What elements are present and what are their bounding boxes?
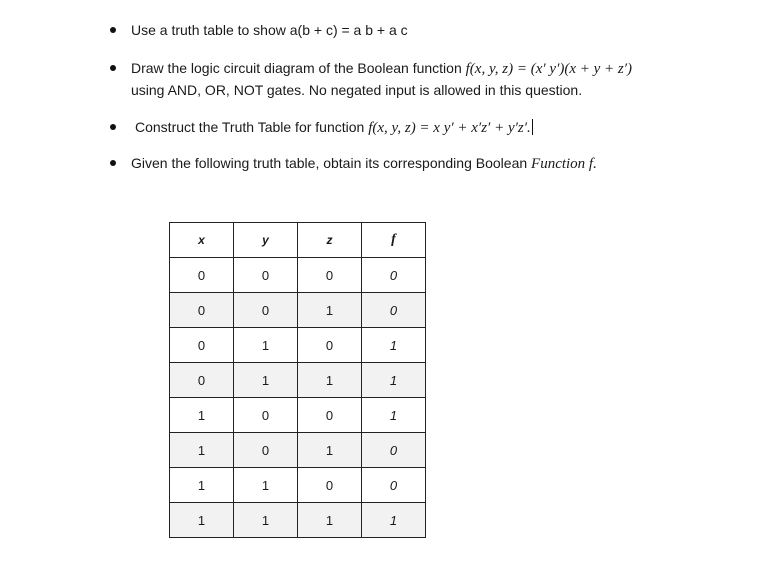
question-3-function: f(x, y, z) = x y′ + x′z′ + y′z′. xyxy=(368,120,531,136)
cell-y: 0 xyxy=(234,258,298,293)
table-row xyxy=(170,398,426,433)
table-row xyxy=(170,363,426,398)
question-4 xyxy=(131,152,597,175)
cell-f: 1 xyxy=(362,503,426,538)
header-z: z xyxy=(298,223,362,258)
cell-z: 0 xyxy=(298,468,362,503)
cell-y: 1 xyxy=(234,503,298,538)
header-y: y xyxy=(234,223,298,258)
cell-x: 1 xyxy=(170,398,234,433)
table-row xyxy=(170,433,426,468)
table-row xyxy=(170,468,426,503)
bullet-dot xyxy=(110,65,116,71)
cell-y: 0 xyxy=(234,293,298,328)
cell-x: 0 xyxy=(170,328,234,363)
table-row xyxy=(170,293,426,328)
question-4-function-word: Function f. xyxy=(531,156,597,172)
cell-z: 1 xyxy=(298,433,362,468)
question-2-prefix: Draw the logic circuit diagram of the Boolean function xyxy=(131,60,466,76)
cell-f: 0 xyxy=(362,293,426,328)
cell-y: 1 xyxy=(234,328,298,363)
cell-f: 0 xyxy=(362,433,426,468)
header-f: f xyxy=(362,223,426,258)
cell-y: 1 xyxy=(234,363,298,398)
table-row xyxy=(170,328,426,363)
question-1-text: Use a truth table to show a(b + c) = a b + a c xyxy=(131,22,408,38)
question-3 xyxy=(135,116,533,139)
table-row xyxy=(170,258,426,293)
cell-f: 1 xyxy=(362,363,426,398)
question-2-function: f(x, y, z) = (x′ y′)(x + y + z′) xyxy=(465,61,633,77)
cell-x: 1 xyxy=(170,468,234,503)
cell-f: 0 xyxy=(362,258,426,293)
cell-y: 0 xyxy=(234,433,298,468)
cell-z: 1 xyxy=(298,293,362,328)
cell-z: 1 xyxy=(298,503,362,538)
cell-x: 0 xyxy=(170,293,234,328)
bullet-dot xyxy=(110,124,116,130)
cell-x: 1 xyxy=(170,433,234,468)
cell-z: 0 xyxy=(298,398,362,433)
table-header-row xyxy=(170,223,426,258)
cell-x: 0 xyxy=(170,363,234,398)
bullet-dot xyxy=(110,27,116,33)
header-x: x xyxy=(170,223,234,258)
cell-z: 0 xyxy=(298,328,362,363)
cell-y: 0 xyxy=(234,398,298,433)
cell-y: 1 xyxy=(234,468,298,503)
question-1 xyxy=(131,19,408,41)
question-2-line-2-text: using AND, OR, NOT gates. No negated input is allowed in this question. xyxy=(131,82,583,98)
question-3-prefix: Construct the Truth Table for function xyxy=(135,119,369,135)
cell-f: 0 xyxy=(362,468,426,503)
table-row xyxy=(170,503,426,538)
cell-f: 1 xyxy=(362,328,426,363)
cell-z: 1 xyxy=(298,363,362,398)
question-4-prefix: Given the following truth table, obtain its corresponding Boolean xyxy=(131,155,532,171)
question-2-line-2 xyxy=(131,79,582,101)
bullet-dot xyxy=(110,160,116,166)
cell-x: 0 xyxy=(170,258,234,293)
truth-table xyxy=(169,222,426,538)
cell-z: 0 xyxy=(298,258,362,293)
question-2-line-1 xyxy=(131,57,632,80)
cell-f: 1 xyxy=(362,398,426,433)
text-cursor xyxy=(532,119,533,135)
cell-x: 1 xyxy=(170,503,234,538)
